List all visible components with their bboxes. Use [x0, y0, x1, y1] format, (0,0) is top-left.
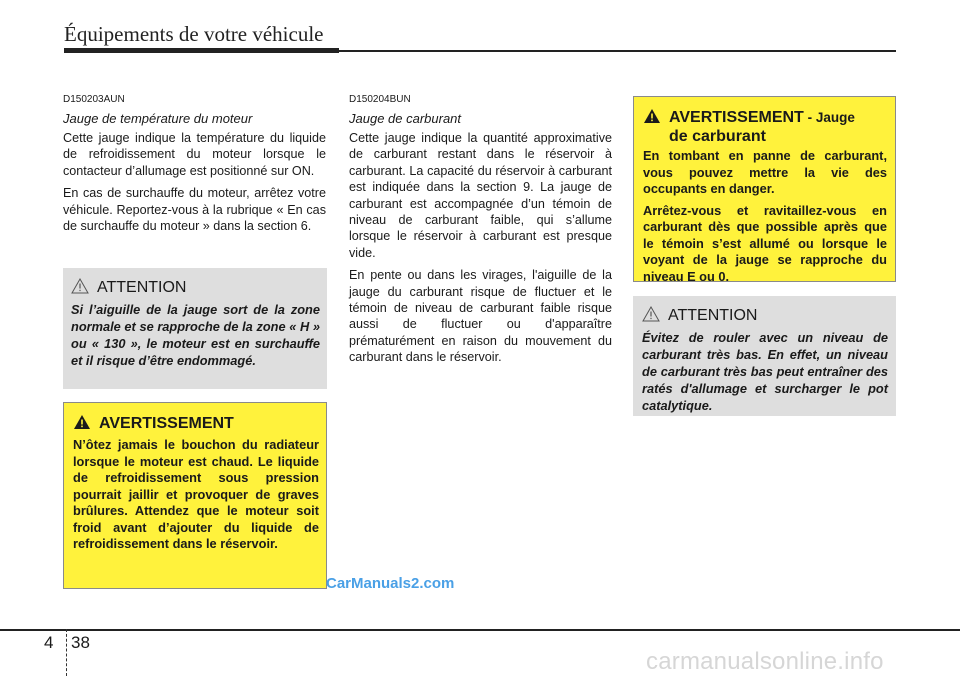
watermark-link[interactable]: CarManuals2.com	[326, 575, 455, 592]
attention-title-row	[642, 306, 888, 327]
warning-title-row	[643, 108, 887, 146]
paragraph: En pente ou dans les virages, l'aiguille de la jauge du carburant risque de fluctuer et le témoin de niveau de carburant faible risque aussi de fluctuer ou d'apparaître prématurément en raison du mouvement du carburant dans le réservoir.	[349, 268, 612, 365]
attention-box-fuel	[633, 296, 896, 416]
section-code: D150203AUN	[63, 94, 125, 105]
chapter-number: 4	[44, 633, 54, 652]
warning-triangle-icon	[73, 414, 91, 435]
attention-title: ATTENTION	[668, 307, 758, 324]
attention-text: Évitez de rouler avec un niveau de carburant très bas. En effet, un niveau de carburant très bas peut entraîner des ratés d'allumage et surcharger le pot catalytique.	[642, 330, 888, 413]
left-column	[63, 94, 326, 240]
footer-divider	[66, 629, 67, 676]
warning-text: Arrêtez-vous et ravitaillez-vous en carburant dès que possible après que le témoin s’est allumé ou lorsque le voyant de la jauge se rapproche du niveau E ou 0.	[643, 202, 887, 284]
header-rule-accent	[64, 48, 339, 53]
page-number: 38	[71, 633, 90, 652]
warning-box-radiator	[63, 402, 327, 589]
caution-triangle-icon	[71, 278, 89, 299]
attention-box-temperature	[63, 268, 327, 389]
section-code: D150204BUN	[349, 94, 411, 105]
warning-title-suffix: - Jauge	[803, 110, 855, 125]
caution-triangle-icon	[642, 306, 660, 327]
section-heading: Jauge de carburant	[349, 111, 462, 126]
watermark-footer: carmanualsonline.info	[646, 648, 884, 675]
paragraph: Cette jauge indique la quantité approximative de carburant restant dans le réservoir à carburant. La capacité du réservoir à carburant est indiquée dans la section 9. La jauge de carburant est accompagnée d’un témoin de niveau de carburant faible, qui s’allume lorsque le réservoir à carburant est presque vide.	[349, 131, 612, 260]
page-header-title: Équipements de votre véhicule	[64, 22, 324, 46]
paragraph: Cette jauge indique la température du liquide de refroidissement du moteur lorsque le contacteur d’allumage est positionné sur ON.	[63, 131, 326, 178]
section-heading: Jauge de température du moteur	[63, 111, 253, 126]
footer-rule	[0, 629, 960, 631]
attention-title: ATTENTION	[97, 279, 187, 296]
warning-title-block	[669, 108, 855, 146]
warning-title-row	[73, 414, 319, 435]
paragraph: En cas de surchauffe du moteur, arrêtez votre véhicule. Reportez-vous à la rubrique « En cas de surchauffe du moteur » dans la section 6.	[63, 186, 326, 234]
warning-triangle-icon	[643, 108, 661, 129]
attention-text: Si l’aiguille de la jauge sort de la zone normale et se rapproche de la zone « H » ou « 130 », le moteur est en surchauffe et il risque d’être endommagé.	[71, 302, 320, 368]
warning-title: AVERTISSEMENT	[669, 109, 804, 126]
warning-text: En tombant en panne de carburant, vous pouvez mettre la vie des occupants en danger.	[643, 148, 887, 196]
attention-title-row	[71, 278, 320, 299]
warning-title-line2: de carburant	[669, 128, 766, 145]
warning-box-fuel	[633, 96, 896, 282]
warning-text: N’ôtez jamais le bouchon du radiateur lorsque le moteur est chaud. Le liquide de refroidissement sous pression pourrait jaillir et provoquer de graves brûlures. Attendez que le moteur soit froid avant d’ajouter du liquide de refroidissement dans le réservoir.	[73, 437, 319, 551]
header-rule	[64, 50, 896, 52]
warning-title: AVERTISSEMENT	[99, 415, 234, 432]
middle-column	[349, 94, 612, 372]
